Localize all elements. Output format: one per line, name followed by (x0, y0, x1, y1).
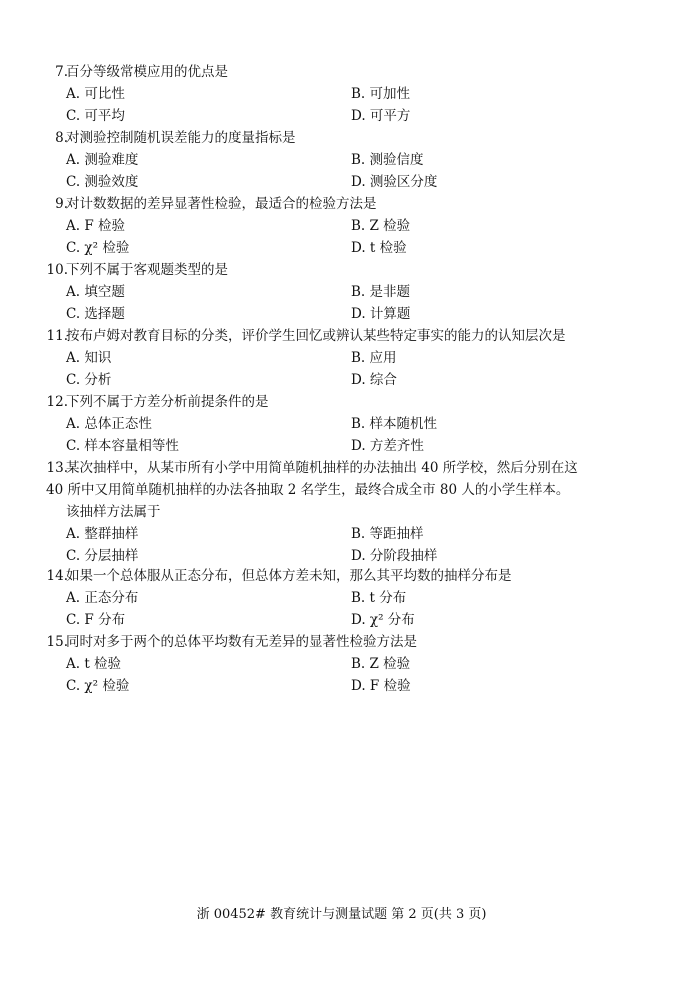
option-c: C. 可平均 (66, 108, 125, 124)
option-c: C. 选择题 (66, 306, 125, 322)
question-stem: 对测验控制随机误差能力的度量指标是 (66, 130, 296, 146)
question-number: 11. (46, 328, 68, 344)
option-b: B. Z 检验 (351, 656, 411, 672)
question-stem-line2: 40 所中又用简单随机抽样的办法各抽取 2 名学生，最终合成全市 80 人的小学生样本。 (46, 482, 570, 498)
option-c: C. F 分布 (66, 612, 126, 628)
option-a: A. 知识 (66, 350, 112, 366)
option-b: B. 应用 (351, 350, 397, 366)
option-d: D. 方差齐性 (351, 438, 424, 454)
option-c: C. 样本容量相等性 (66, 438, 179, 454)
option-a: A. 填空题 (66, 284, 125, 300)
question-number: 15. (46, 634, 68, 650)
option-a: A. F 检验 (66, 218, 125, 234)
option-b: B. 测验信度 (351, 152, 424, 168)
option-a: A. t 检验 (66, 656, 122, 672)
question-stem: 对计数数据的差异显著性检验，最适合的检验方法是 (66, 196, 377, 212)
page-footer: 浙 00452# 教育统计与测量试题 第 2 页(共 3 页) (196, 907, 487, 922)
option-d: D. 分阶段抽样 (351, 548, 438, 564)
question-stem: 下列不属于客观题类型的是 (66, 262, 228, 278)
option-d: D. 可平方 (351, 108, 411, 124)
question-number: 13. (46, 460, 68, 476)
option-a: A. 正态分布 (66, 590, 139, 606)
question-number: 9. (55, 196, 68, 212)
option-b: B. Z 检验 (351, 218, 411, 234)
option-d: D. F 检验 (351, 678, 411, 694)
question-stem: 某次抽样中，从某市所有小学中用简单随机抽样的办法抽出 40 所学校，然后分别在这 (66, 460, 578, 476)
option-c: C. 分析 (66, 372, 112, 388)
option-c: C. 测验效度 (66, 174, 139, 190)
question-number: 14. (46, 568, 68, 584)
option-a: A. 可比性 (66, 86, 125, 102)
option-c: C. χ² 检验 (66, 678, 130, 694)
option-b: B. 是非题 (351, 284, 411, 300)
question-stem: 百分等级常模应用的优点是 (66, 64, 228, 80)
option-d: D. t 检验 (351, 240, 407, 256)
option-d: D. 测验区分度 (351, 174, 438, 190)
option-a: A. 测验难度 (66, 152, 139, 168)
question-number: 7. (55, 64, 68, 80)
option-c: C. 分层抽样 (66, 548, 139, 564)
question-stem: 按布卢姆对教育目标的分类，评价学生回忆或辨认某些特定事实的能力的认知层次是 (66, 328, 566, 344)
option-b: B. 等距抽样 (351, 526, 424, 542)
option-b: B. 可加性 (351, 86, 411, 102)
option-a: A. 总体正态性 (66, 416, 152, 432)
question-stem-line3: 该抽样方法属于 (66, 504, 161, 520)
question-stem: 如果一个总体服从正态分布，但总体方差未知，那么其平均数的抽样分布是 (66, 568, 512, 584)
option-b: B. 样本随机性 (351, 416, 438, 432)
question-number: 8. (55, 130, 68, 146)
question-number: 10. (46, 262, 68, 278)
question-stem: 同时对多于两个的总体平均数有无差异的显著性检验方法是 (66, 634, 417, 650)
option-a: A. 整群抽样 (66, 526, 139, 542)
option-d: D. 综合 (351, 372, 397, 388)
option-d: D. 计算题 (351, 306, 411, 322)
question-stem: 下列不属于方差分析前提条件的是 (66, 394, 269, 410)
option-b: B. t 分布 (351, 590, 407, 606)
question-number: 12. (46, 394, 68, 410)
option-c: C. χ² 检验 (66, 240, 130, 256)
option-d: D. χ² 分布 (351, 612, 415, 628)
